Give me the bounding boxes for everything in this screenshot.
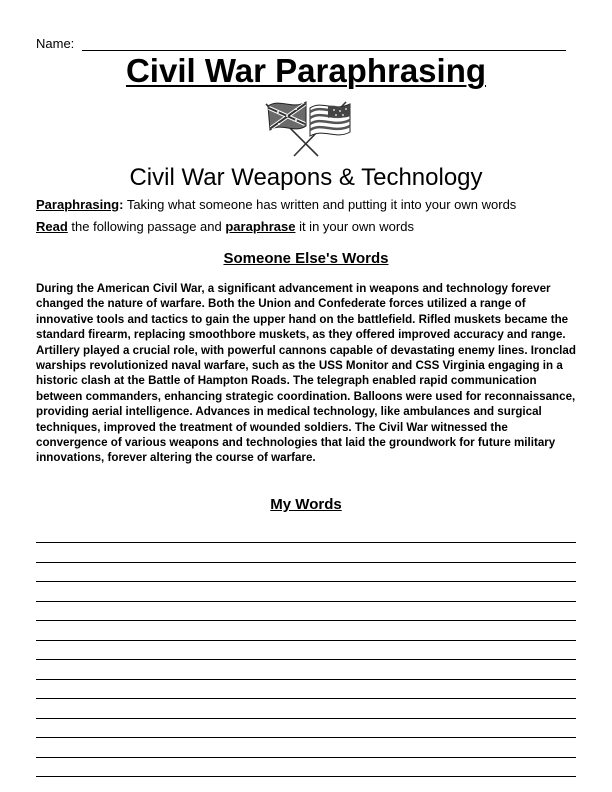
writing-line[interactable] (36, 719, 576, 739)
name-blank-line[interactable] (82, 50, 566, 51)
writing-line[interactable] (36, 602, 576, 622)
instruction-word-read: Read (36, 219, 68, 234)
writing-line[interactable] (36, 543, 576, 563)
writing-line[interactable] (36, 641, 576, 661)
writing-line[interactable] (36, 563, 576, 583)
writing-line[interactable] (36, 758, 576, 778)
definition-term: Paraphrasing (36, 197, 120, 212)
definition-line (36, 197, 516, 212)
my-words-heading: My Words (270, 496, 342, 513)
definition-text: Taking what someone has written and putting it into your own words (123, 197, 517, 212)
writing-lines[interactable] (36, 542, 576, 777)
writing-line[interactable] (36, 621, 576, 641)
someone-else-heading: Someone Else's Words (223, 250, 389, 267)
page-title: Civil War Paraphrasing (125, 52, 487, 89)
crossed-flags-icon (254, 96, 358, 158)
name-label: Name: (36, 36, 75, 51)
writing-line[interactable] (36, 699, 576, 719)
writing-line[interactable] (36, 582, 576, 602)
writing-line[interactable] (36, 660, 576, 680)
instruction-word-paraphrase: paraphrase (225, 219, 296, 234)
writing-line[interactable] (36, 680, 576, 700)
passage-text: During the American Civil War, a significant advancement in weapons and technology forever changed the nature of warfare. Both the Union and Confederate forces utilized a range of innovative tools and tactics to gain the upper hand on the battlefield. Rifled muskets became the standard firearm, replacing smoothbore muskets, as they offered improved accuracy and range. Artillery played a crucial role, with powerful cannons capable of devastating enemy lines. Ironclad warships revolutionized naval warfare, such as the USS Monitor and CSS Virginia engaging in a historic clash at the Battle of Hampton Roads. The telegraph enabled rapid communication between commanders, enhancing strategic coordination. Balloons were used for reconnaissance, providing aerial intelligence. Advances in medical technology, like ambulances and surgical techniques, improved the treatment of wounded soldiers. The Civil War witnessed the convergence of various weapons and technologies that laid the groundwork for future military innovations, forever altering the course of warfare. (36, 282, 576, 465)
worksheet-subtitle: Civil War Weapons & Technology (129, 164, 483, 191)
instruction-end: it in your own words (295, 219, 414, 234)
instruction-middle: the following passage and (67, 219, 226, 234)
writing-line[interactable] (36, 738, 576, 758)
instruction-line (36, 219, 414, 234)
definition-separator: : (119, 197, 124, 212)
